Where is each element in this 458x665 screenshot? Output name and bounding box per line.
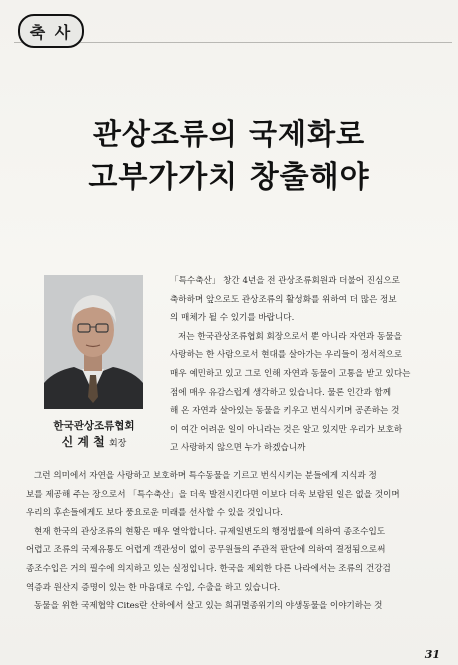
- body-line: 어렵고 조류의 국제유통도 어렵게 객관성이 없이 공무원들의 주관적 판단에 의하여 결정됨으로써: [26, 545, 386, 556]
- body-line: 그런 의미에서 자연을 사랑하고 보호하며 특수동물을 기르고 번식시키는 분들에게 지식과 정: [34, 471, 377, 481]
- body-full-width: [26, 467, 443, 616]
- body-line: 우리의 후손들에게도 보다 풍요로운 미래를 선사할 수 있을 것입니다.: [26, 508, 284, 519]
- author-photo: [44, 275, 143, 409]
- body-line: 축하하며 앞으로도 관상조류의 활성화를 위하여 더 많은 정보: [170, 294, 397, 305]
- author-position: 회장: [108, 439, 127, 449]
- author-name: 신 계 철: [61, 435, 105, 449]
- page-number: 31: [424, 648, 440, 661]
- body-line: 매우 예민하고 있고 그로 인해 자연과 동물이 고통을 받고 있다는: [170, 368, 411, 379]
- body-line: 동물을 위한 국제협약 Cites란 산하에서 살고 있는 희귀멸종위기의 야생동물을 이야기하는 것: [34, 601, 383, 612]
- author-organization: 한국관상조류협회: [53, 420, 135, 432]
- body-line: 의 매체가 될 수 있기를 바랍니다.: [170, 313, 295, 324]
- body-line: 종조수입은 거의 필수에 의지하고 있는 실정입니다. 한국을 제외한 다른 나라에서는 조류의 건강검: [26, 563, 391, 574]
- body-line: 해 온 자연과 살아있는 동물을 키우고 번식시키며 공존하는 것: [170, 406, 400, 417]
- headline-line-2: 고부가가치 창출해야: [88, 160, 370, 195]
- body-line: 현재 한국의 관상조류의 현황은 매우 열악합니다. 규제일변도의 행정법률에 의하여 종조수입도: [34, 526, 386, 537]
- body-line: 이 여간 어려운 일이 아니라는 것은 알고 있지만 우리가 보호하: [170, 424, 403, 435]
- body-line: 사랑하는 한 사람으로서 현대를 살아가는 우리들이 정서적으로: [170, 350, 403, 361]
- author-name-line: [38, 433, 150, 450]
- section-badge: 축 사: [18, 14, 84, 48]
- body-line: 역증과 원산지 증명이 있는 한 마음대로 수입, 수출을 하고 있습니다.: [26, 582, 281, 593]
- body-line: 「특수축산」 창간 4년을 전 관상조류회원과 더불어 진심으로: [170, 276, 400, 286]
- headline-line-1: 관상조류의 국제화로: [92, 117, 366, 151]
- body-line: 보를 제공해 주는 장으로서 「특수축산」을 더욱 발전시킨다면 이보다 더욱 보람된 일은 없을 것이며: [26, 489, 400, 500]
- body-right-column: [170, 272, 443, 458]
- body-line: 고 사랑하지 않으면 누가 하겠습니까: [170, 443, 306, 454]
- body-line: 점에 매우 유감스럽게 생각하고 있습니다. 물론 인간과 함께: [170, 387, 392, 398]
- body-line: 저는 한국관상조류협회 회장으로서 뿐 아니라 자연과 동물을: [178, 331, 402, 342]
